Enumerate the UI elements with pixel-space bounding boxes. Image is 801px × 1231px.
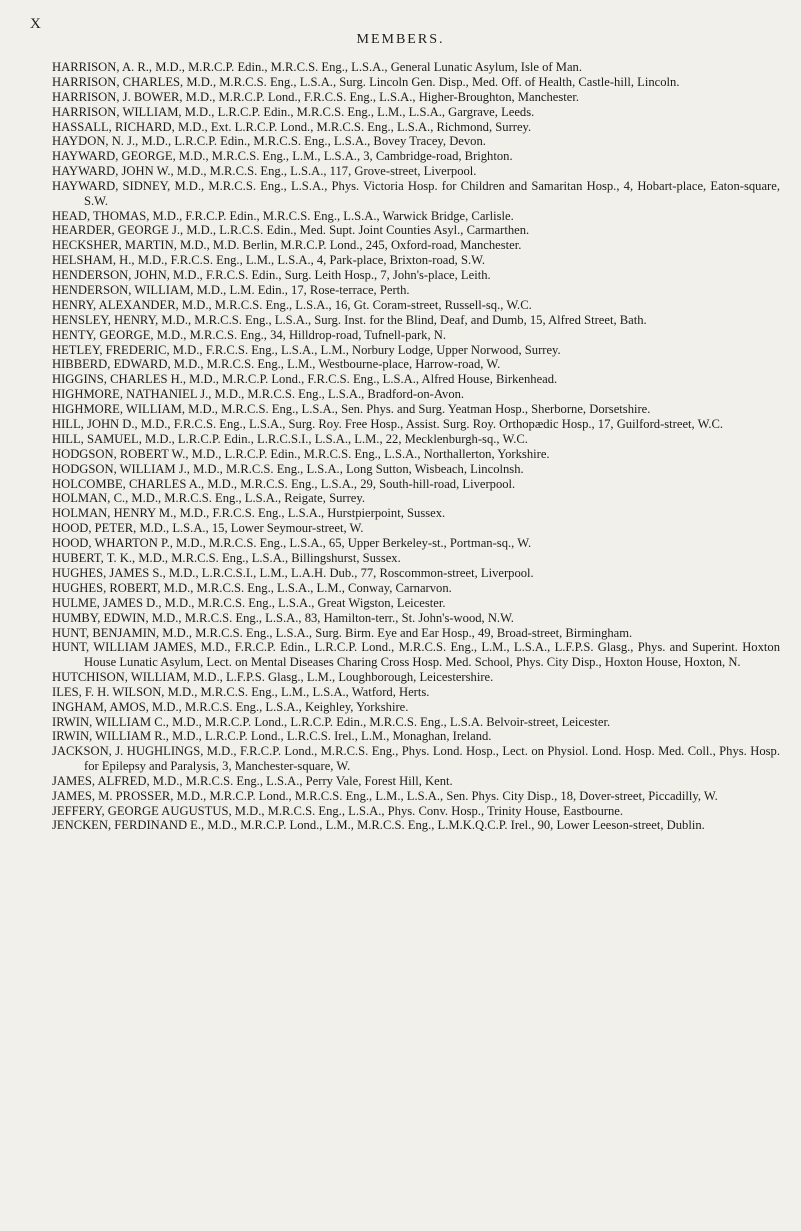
member-entry: HUGHES, ROBERT, M.D., M.R.C.S. Eng., L.S.A., L.M., Conway, Carnarvon. <box>52 580 452 595</box>
member-entry: JAMES, ALFRED, M.D., M.R.C.S. Eng., L.S.A., Perry Vale, Forest Hill, Kent. <box>52 773 453 788</box>
member-entry: HUNT, WILLIAM JAMES, M.D., F.R.C.P. Edin., L.R.C.P. Lond., M.R.C.S. Eng., L.M., L.S.A., L.F.P.S. Glasg., Phys. and Superint. Hoxton House Lunatic Asylum, Lect. on Mental Diseases Charing Cross Hosp. Med. School, Phys. City Disp., Hoxton House, Hoxton, N. <box>52 640 780 669</box>
member-entry: HEAD, THOMAS, M.D., F.R.C.P. Edin., M.R.C.S. Eng., L.S.A., Warwick Bridge, Carlisle. <box>52 208 514 223</box>
member-entry: HODGSON, WILLIAM J., M.D., M.R.C.S. Eng., L.S.A., Long Sutton, Wisbeach, Lincolnsh. <box>52 461 524 476</box>
member-entry: ILES, F. H. WILSON, M.D., M.R.C.S. Eng., L.M., L.S.A., Watford, Herts. <box>52 684 430 699</box>
member-entry: HIGHMORE, NATHANIEL J., M.D., M.R.C.S. Eng., L.S.A., Bradford-on-Avon. <box>52 387 465 402</box>
member-entry: HENTY, GEORGE, M.D., M.R.C.S. Eng., 34, Hilldrop-road, Tufnell-park, N. <box>52 327 447 342</box>
member-entry: HARRISON, WILLIAM, M.D., L.R.C.P. Edin., M.R.C.S. Eng., L.M., L.S.A., Gargrave, Leeds. <box>52 104 535 119</box>
member-entry: HARRISON, A. R., M.D., M.R.C.P. Edin., M.R.C.S. Eng., L.S.A., General Lunatic Asylum, Isle of Man. <box>52 60 582 74</box>
member-entry: INGHAM, AMOS, M.D., M.R.C.S. Eng., L.S.A., Keighley, Yorkshire. <box>52 699 409 714</box>
member-entry: HUGHES, JAMES S., M.D., L.R.C.S.I., L.M., L.A.H. Dub., 77, Roscommon-street, Liverpool. <box>52 565 534 580</box>
member-entry: HENDERSON, JOHN, M.D., F.R.C.S. Edin., Surg. Leith Hosp., 7, John's-place, Leith. <box>52 268 491 283</box>
member-entry: HARRISON, J. BOWER, M.D., M.R.C.P. Lond., F.R.C.S. Eng., L.S.A., Higher-Broughton, Manchester. <box>52 89 579 104</box>
member-entry: HEARDER, GEORGE J., M.D., L.R.C.S. Edin., Med. Supt. Joint Counties Asyl., Carmarthen. <box>52 223 530 238</box>
running-head: MEMBERS. <box>356 32 445 47</box>
member-entry: HOOD, WHARTON P., M.D., M.R.C.S. Eng., L.S.A., 65, Upper Berkeley-st., Portman-sq., W. <box>52 536 532 551</box>
member-entry: HASSALL, RICHARD, M.D., Ext. L.R.C.P. Lond., M.R.C.S. Eng., L.S.A., Richmond, Surrey. <box>52 119 532 134</box>
member-entry: HETLEY, FREDERIC, M.D., F.R.C.S. Eng., L.S.A., L.M., Norbury Lodge, Upper Norwood, Surrey. <box>52 342 561 357</box>
member-entry: HAYWARD, SIDNEY, M.D., M.R.C.S. Eng., L.S.A., Phys. Victoria Hosp. for Children and Samaritan Hosp., 4, Hobart-place, Eaton-square, S.W. <box>52 179 780 208</box>
member-entry: HULME, JAMES D., M.D., M.R.C.S. Eng., L.S.A., Great Wigston, Leicester. <box>52 595 446 610</box>
member-entry: HENSLEY, HENRY, M.D., M.R.C.S. Eng., L.S.A., Surg. Inst. for the Blind, Deaf, and Dumb, 15, Alfred Street, Bath. <box>52 312 647 327</box>
member-entry: HIBBERD, EDWARD, M.D., M.R.C.S. Eng., L.M., Westbourne-place, Harrow-road, W. <box>52 357 501 372</box>
member-entry: HARRISON, CHARLES, M.D., M.R.C.S. Eng., L.S.A., Surg. Lincoln Gen. Disp., Med. Off. of Health, Castle-hill, Lincoln. <box>52 74 680 89</box>
member-entry: HILL, SAMUEL, M.D., L.R.C.P. Edin., L.R.C.S.I., L.S.A., L.M., 22, Mecklenburgh-sq., W.C. <box>52 431 528 446</box>
member-entry: HENRY, ALEXANDER, M.D., M.R.C.S. Eng., L.S.A., 16, Gt. Coram-street, Russell-sq., W.C. <box>52 297 532 312</box>
member-entry: HOOD, PETER, M.D., L.S.A., 15, Lower Seymour-street, W. <box>52 521 364 536</box>
member-entry: JENCKEN, FERDINAND E., M.D., M.R.C.P. Lond., L.M., M.R.C.S. Eng., L.M.K.Q.C.P. Irel., 90, Lower Leeson-street, Dublin. <box>52 818 705 833</box>
member-entry: HOLMAN, HENRY M., M.D., F.R.C.S. Eng., L.S.A., Hurstpierpoint, Sussex. <box>52 506 446 521</box>
member-entry: IRWIN, WILLIAM R., M.D., L.R.C.P. Lond., L.R.C.S. Irel., L.M., Monaghan, Ireland. <box>52 729 492 744</box>
member-entry: HENDERSON, WILLIAM, M.D., L.M. Edin., 17, Rose-terrace, Perth. <box>52 283 410 298</box>
member-entry: HUBERT, T. K., M.D., M.R.C.S. Eng., L.S.A., Billingshurst, Sussex. <box>52 551 401 566</box>
member-entry: HAYWARD, GEORGE, M.D., M.R.C.S. Eng., L.M., L.S.A., 3, Cambridge-road, Brighton. <box>52 149 513 164</box>
member-entry: HIGHMORE, WILLIAM, M.D., M.R.C.S. Eng., L.S.A., Sen. Phys. and Surg. Yeatman Hosp., Sherborne, Dorsetshire. <box>52 402 651 417</box>
member-entry: HIGGINS, CHARLES H., M.D., M.R.C.P. Lond., F.R.C.S. Eng., L.S.A., Alfred House, Birkenhead. <box>52 372 558 387</box>
member-list <box>52 60 780 833</box>
member-entry: HOLMAN, C., M.D., M.R.C.S. Eng., L.S.A., Reigate, Surrey. <box>52 491 365 506</box>
member-entry: HUTCHISON, WILLIAM, M.D., L.F.P.S. Glasg., L.M., Loughborough, Leicestershire. <box>52 669 494 684</box>
member-entry: HUMBY, EDWIN, M.D., M.R.C.S. Eng., L.S.A., 83, Hamilton-terr., St. John's-wood, N.W. <box>52 610 514 625</box>
member-entry: HAYWARD, JOHN W., M.D., M.R.C.S. Eng., L.S.A., 117, Grove-street, Liverpool. <box>52 164 477 179</box>
page-number: X <box>30 16 41 32</box>
member-entry: JEFFERY, GEORGE AUGUSTUS, M.D., M.R.C.S. Eng., L.S.A., Phys. Conv. Hosp., Trinity House, Eastbourne. <box>52 803 623 818</box>
member-entry: HODGSON, ROBERT W., M.D., L.R.C.P. Edin., M.R.C.S. Eng., L.S.A., Northallerton, Yorkshire. <box>52 446 550 461</box>
member-entry: HAYDON, N. J., M.D., L.R.C.P. Edin., M.R.C.S. Eng., L.S.A., Bovey Tracey, Devon. <box>52 134 486 149</box>
member-entry: HELSHAM, H., M.D., F.R.C.S. Eng., L.M., L.S.A., 4, Park-place, Brixton-road, S.W. <box>52 253 486 268</box>
member-entry: HILL, JOHN D., M.D., F.R.C.S. Eng., L.S.A., Surg. Roy. Free Hosp., Assist. Surg. Roy. Orthopædic Hosp., 17, Guilford-street, W.C. <box>52 417 724 432</box>
member-entry: HOLCOMBE, CHARLES A., M.D., M.R.C.S. Eng., L.S.A., 29, South-hill-road, Liverpool. <box>52 476 516 491</box>
member-entry: JACKSON, J. HUGHLINGS, M.D., F.R.C.P. Lond., M.R.C.S. Eng., Phys. Lond. Hosp., Lect. on Physiol. Lond. Hosp. Med. Coll., Phys. Hosp. for Epilepsy and Paralysis, 3, Manchester-square, W. <box>52 744 780 773</box>
member-entry: HUNT, BENJAMIN, M.D., M.R.C.S. Eng., L.S.A., Surg. Birm. Eye and Ear Hosp., 49, Broad-street, Birmingham. <box>52 625 633 640</box>
member-entry: JAMES, M. PROSSER, M.D., M.R.C.P. Lond., M.R.C.S. Eng., L.M., L.S.A., Sen. Phys. City Disp., 18, Dover-street, Piccadilly, W. <box>52 788 718 803</box>
member-entry: HECKSHER, MARTIN, M.D., M.D. Berlin, M.R.C.P. Lond., 245, Oxford-road, Manchester. <box>52 238 522 253</box>
member-entry: IRWIN, WILLIAM C., M.D., M.R.C.P. Lond., L.R.C.P. Edin., M.R.C.S. Eng., L.S.A. Belvoir-street, Leicester. <box>52 714 611 729</box>
